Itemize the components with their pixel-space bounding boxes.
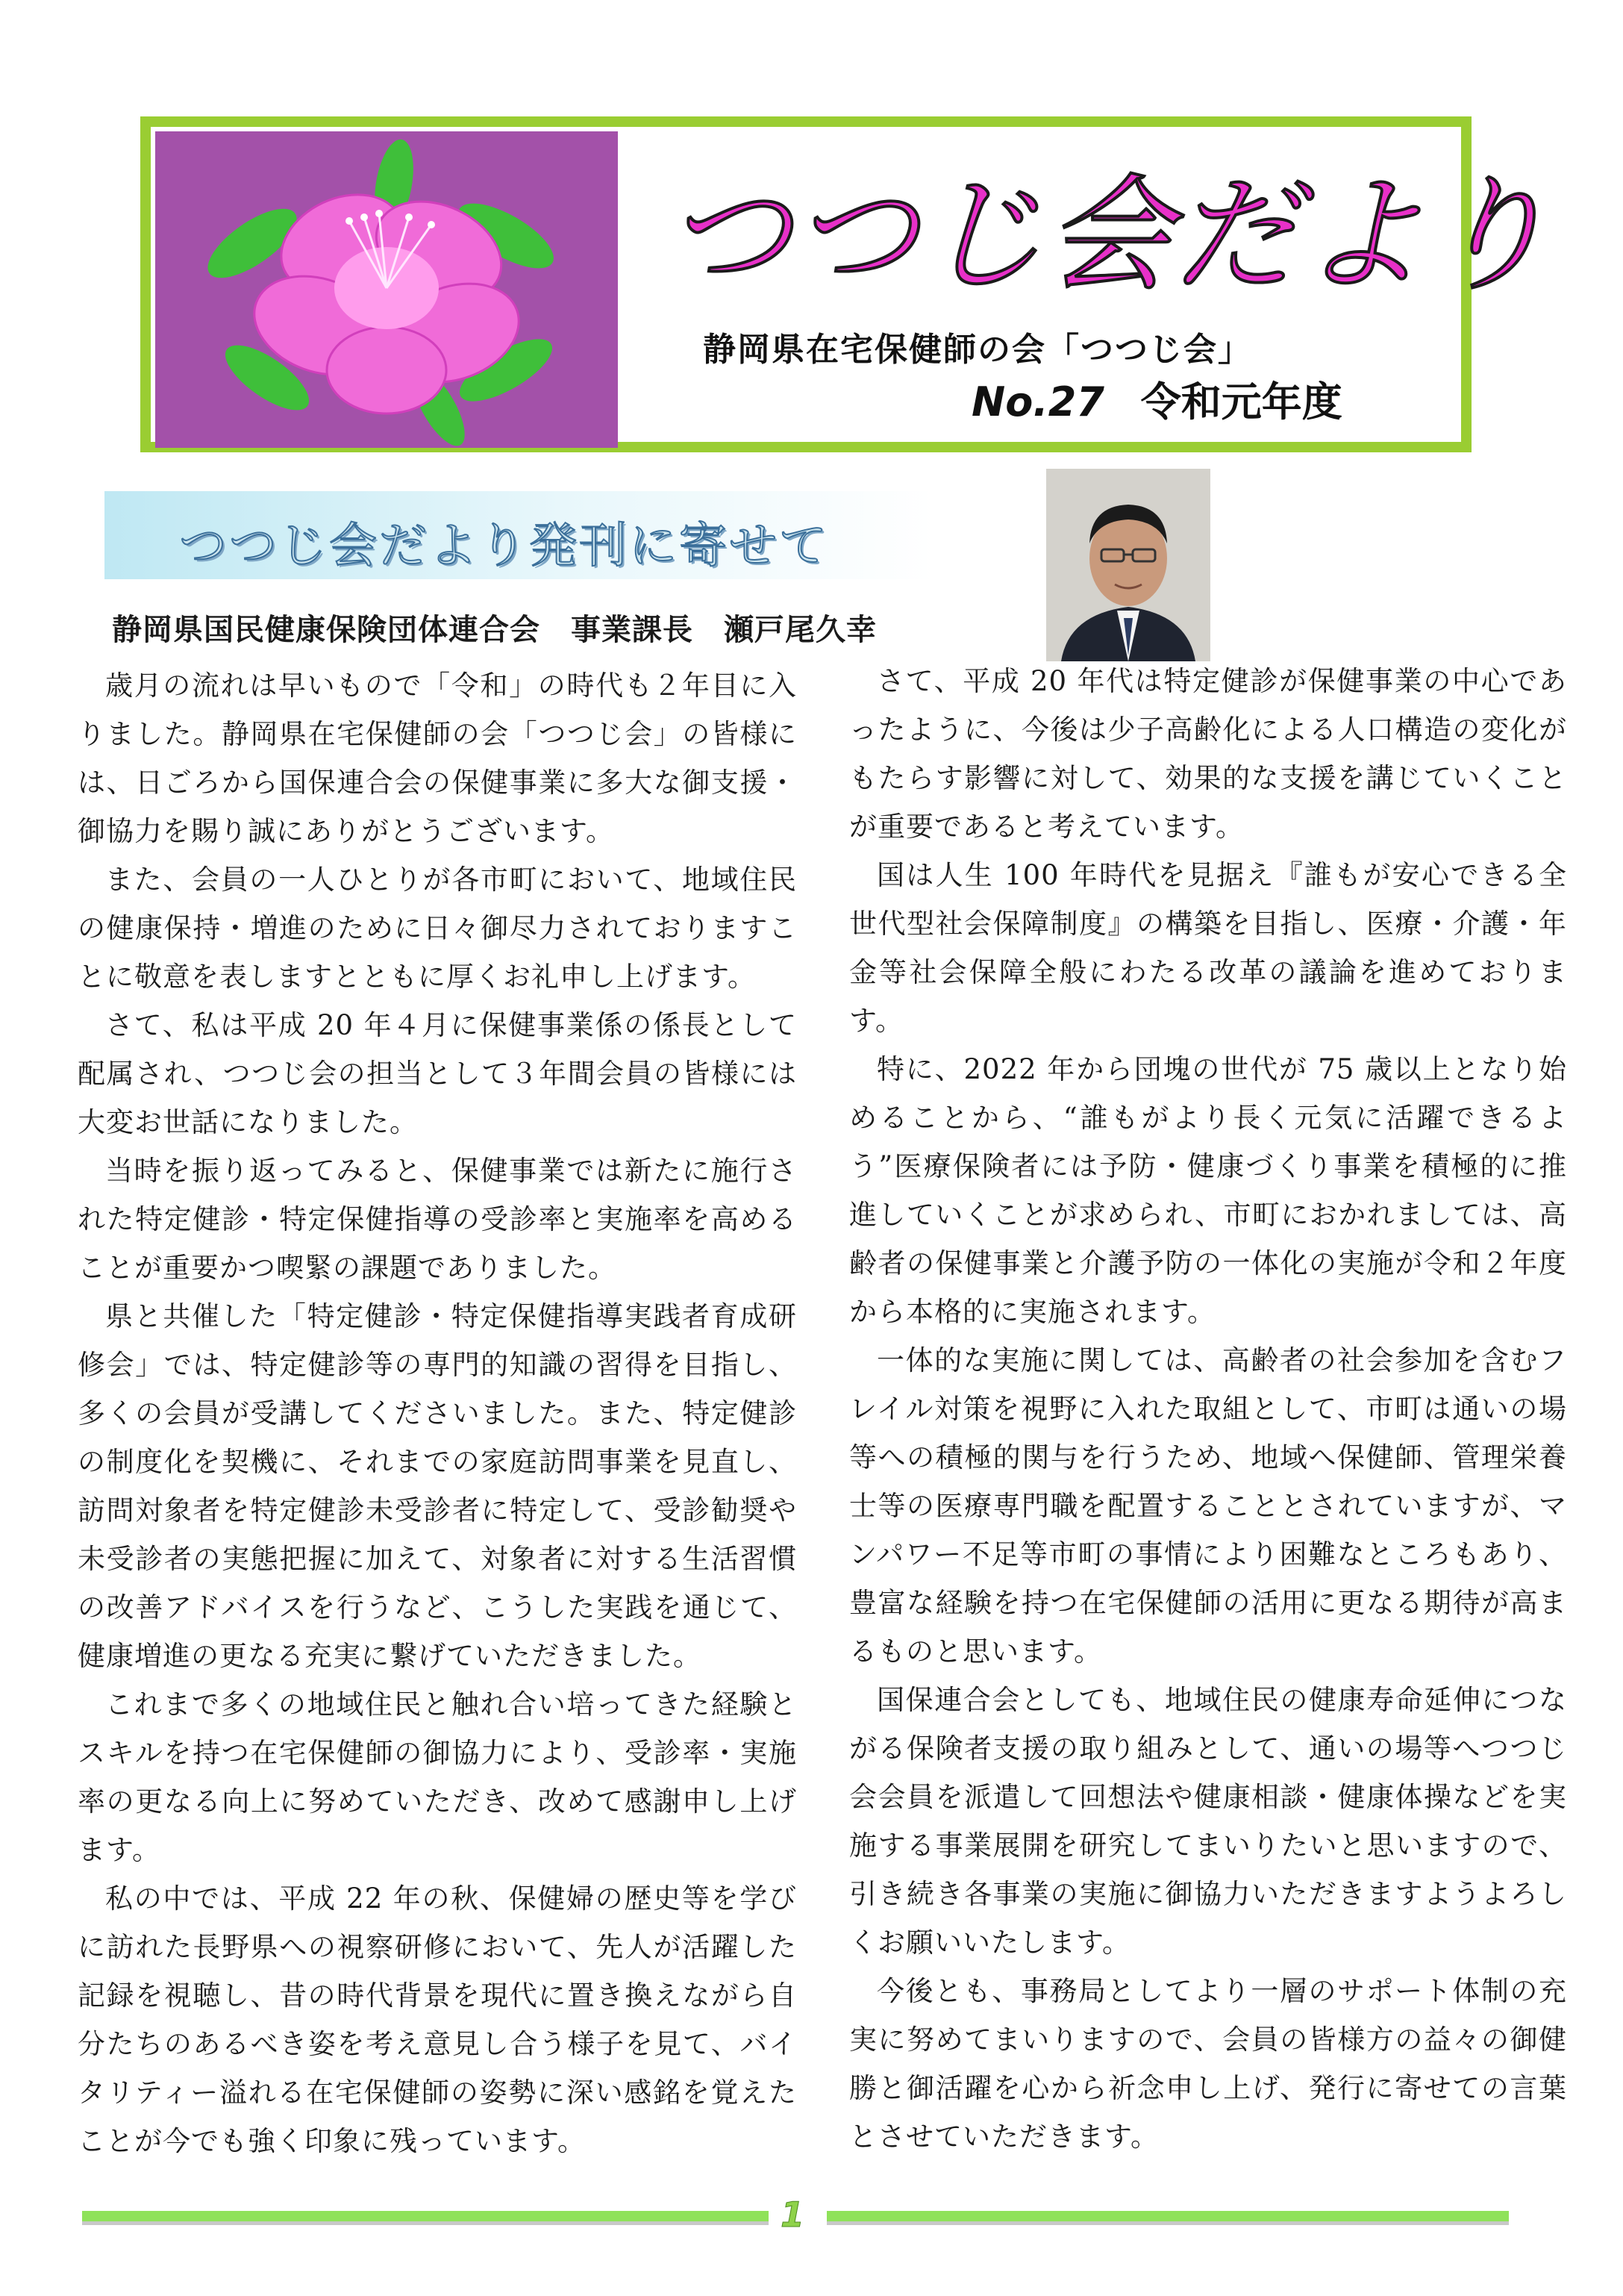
paragraph: これまで多くの地域住民と触れ合い培ってきた経験とスキルを持つ在宅保健師の御協力により、受診率・実施率の更なる向上に努めていただき、改めて感謝申し上げます。 <box>78 1688 797 1866</box>
section-heading <box>104 491 934 579</box>
footer-bar-left <box>82 2209 769 2226</box>
section-heading-text: つつじ会だより発刊に寄せて <box>179 519 829 574</box>
azalea-flower-icon <box>155 131 618 448</box>
paragraph: 私の中では、平成 22 年の秋、保健婦の歴史等を学びに訪れた長野県への視察研修において、先人が活躍した記録を視聴し、昔の時代背景を現代に置き換えながら自分たちのあるべき姿を考え意見し合う様子を見て、バイタリティー溢れる在宅保健師の姿勢に深い感銘を覚えたことが今でも強く印象に残っています。 <box>78 1882 797 2157</box>
organization-name: 静岡県在宅保健師の会「つつじ会」 <box>703 331 1252 369</box>
paragraph: 特に、2022 年から団塊の世代が 75 歳以上となり始めることから、“誰もがより長く元気に活躍できるよう”医療保険者には予防・健康づくり事業を積極的に推進していくことが求められ、市町におかれましては、高齢者の保健事業と介護予防の一体化の実施が令和２年度から本格的に実施されます。 <box>849 1053 1567 1328</box>
issue-year: 令和元年度 <box>1140 378 1342 425</box>
author-portrait-icon <box>1046 469 1210 661</box>
author-line: 静岡県国民健康保険団体連合会 事業課長 瀬戸尾久幸 <box>112 612 877 647</box>
paragraph: 国は人生 100 年時代を見据え『誰もが安心できる全世代型社会保障制度』の構築を目指し、医療・介護・年金等社会保障全般にわたる改革の議論を進めております。 <box>849 859 1567 1037</box>
article-right-column <box>849 657 1567 2161</box>
issue-number: No.27 <box>972 378 1104 425</box>
issue-info <box>972 370 1342 428</box>
svg-text:つつじ会だより: つつじ会だより <box>666 162 1554 308</box>
article-left-column <box>78 661 797 2165</box>
page-number: 1 <box>781 2194 805 2235</box>
paragraph: 当時を振り返ってみると、保健事業では新たに施行された特定健診・特定保健指導の受診率と実施率を高めることが重要かつ喫緊の課題でありました。 <box>78 1155 797 1284</box>
paragraph: さて、平成 20 年代は特定健診が保健事業の中心であったように、今後は少子高齢化による人口構造の変化がもたらす影響に対して、効果的な支援を講じていくことが重要であると考えています。 <box>849 665 1567 843</box>
paragraph: 歳月の流れは早いもので「令和」の時代も２年目に入りました。静岡県在宅保健師の会「つつじ会」の皆様には、日ごろから国保連合会の保健事業に多大な御支援・御協力を賜り誠にありがとうございます。 <box>78 670 797 847</box>
masthead <box>140 116 1554 452</box>
footer-bar-right <box>827 2209 1509 2226</box>
paragraph: 国保連合会としても、地域住民の健康寿命延伸につながる保険者支援の取り組みとして、通いの場等へつつじ会会員を派遣して回想法や健康相談・健康体操などを実施する事業展開を研究してまいりたいと思いますので、引き続き各事業の実施に御協力いただきますようよろしくお願いいたします。 <box>849 1684 1567 1959</box>
paragraph: 県と共催した「特定健診・特定保健指導実践者育成研修会」では、特定健診等の専門的知識の習得を目指し、多くの会員が受講してくださいました。また、特定健診の制度化を契機に、それまでの家庭訪問事業を見直し、訪問対象者を特定健診未受診者に特定して、受診勧奨や未受診者の実態把握に加えて、対象者に対する生活習慣の改善アドバイスを行うなど、こうした実践を通じて、健康増進の更なる充実に繋げていただきました。 <box>78 1300 797 1672</box>
paragraph: 今後とも、事務局としてより一層のサポート体制の充実に努めてまいりますので、会員の皆様方の益々の御健勝と御活躍を心から祈念申し上げ、発行に寄せての言葉とさせていただきます。 <box>849 1975 1567 2153</box>
paragraph: さて、私は平成 20 年４月に保健事業係の係長として配属され、つつじ会の担当として３年間会員の皆様には大変お世話になりました。 <box>78 1009 797 1138</box>
masthead-title <box>658 155 1554 308</box>
paragraph: また、会員の一人ひとりが各市町において、地域住民の健康保持・増進のために日々御尽力されておりますことに敬意を表しますとともに厚くお礼申し上げます。 <box>78 864 797 993</box>
paragraph: 一体的な実施に関しては、高齢者の社会参加を含むフレイル対策を視野に入れた取組として、市町は通いの場等への積極的関与を行うため、地域へ保健師、管理栄養士等の医療専門職を配置することとされていますが、マンパワー不足等市町の事情により困難なところもあり、豊富な経験を持つ在宅保健師の活用に更なる期待が高まるものと思います。 <box>849 1344 1567 1668</box>
